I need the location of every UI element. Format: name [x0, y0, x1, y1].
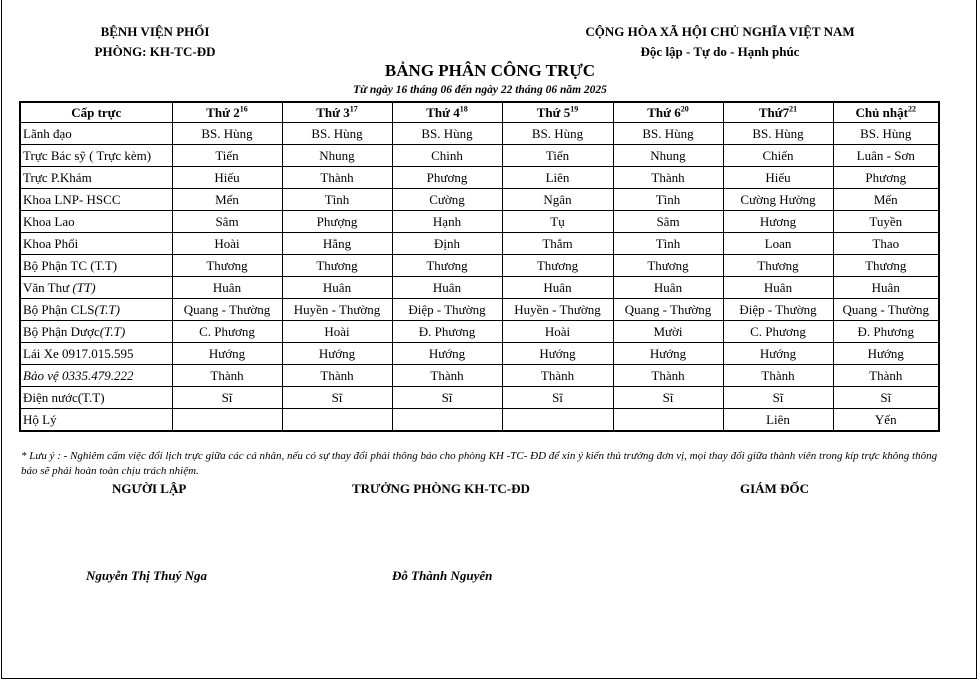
country-name: CỘNG HÒA XÃ HỘI CHỦ NGHĨA VIỆT NAM — [585, 24, 855, 39]
date-range: Từ ngày 16 tháng 06 đến ngày 22 tháng 06 năm 2025 — [353, 84, 607, 96]
table-cell: Mười — [613, 321, 723, 343]
table-cell: BS. Hùng — [172, 123, 282, 145]
table-cell: Thành — [833, 365, 939, 387]
table-cell: Hướng — [282, 343, 392, 365]
table-cell: Hằng — [282, 233, 392, 255]
row-label-note: Bảo vệ 0335.479.222 — [23, 367, 134, 383]
national-header — [560, 22, 880, 62]
table-cell: Chiến — [723, 145, 833, 167]
table-cell: C. Phương — [172, 321, 282, 343]
table-cell: Thành — [282, 365, 392, 387]
table-row — [20, 321, 939, 343]
table-cell: Tình — [613, 233, 723, 255]
table-header-row — [20, 102, 939, 123]
table-cell: Sĩ — [502, 387, 613, 409]
document-title: BẢNG PHÂN CÔNG TRỰC — [384, 61, 596, 80]
row-label-text: Bộ Phận CLS — [23, 301, 95, 317]
table-row — [20, 211, 939, 233]
table-cell: Yến — [833, 409, 939, 432]
row-label — [20, 321, 172, 343]
table-cell: Quang - Thường — [833, 299, 939, 321]
table-cell: Sâm — [172, 211, 282, 233]
table-cell: Huân — [172, 277, 282, 299]
header-day — [613, 102, 723, 123]
table-cell: Thành — [502, 365, 613, 387]
table-cell: Quang - Thường — [613, 299, 723, 321]
note-text: * Lưu ý : - Nghiêm cấm việc đổi lịch trực giữa các cá nhân, nếu có sự thay đổi phải thông báo cho phòng KH -TC- ĐD để xin ý kiến thủ trưởng đơn vị, mọi thay đổi giữa thành viên trong kíp trực không thông báo sẽ phải hoàn toàn chịu trách nhiệm. — [21, 450, 938, 477]
table-cell: Thắm — [502, 233, 613, 255]
table-cell: Tiến — [502, 145, 613, 167]
table-row — [20, 343, 939, 365]
row-label — [20, 365, 172, 387]
table-cell: Sĩ — [613, 387, 723, 409]
department-head-title: TRƯỞNG PHÒNG KH-TC-ĐD — [352, 481, 530, 496]
table-cell: Sĩ — [282, 387, 392, 409]
header-day — [723, 102, 833, 123]
table-cell: Huyền - Thường — [502, 299, 613, 321]
row-label-text: Trực P.Khám — [23, 169, 92, 185]
table-cell: BS. Hùng — [613, 123, 723, 145]
table-cell: Ngân — [502, 189, 613, 211]
table-row — [20, 409, 939, 432]
header-day — [833, 102, 939, 123]
table-cell: Liên — [723, 409, 833, 432]
table-cell: Huân — [723, 277, 833, 299]
table-cell: Định — [392, 233, 502, 255]
table-cell: Hạnh — [392, 211, 502, 233]
table-cell: Thành — [172, 365, 282, 387]
table-cell: C. Phương — [723, 321, 833, 343]
table-cell: Hiếu — [172, 167, 282, 189]
table-cell: Hoài — [502, 321, 613, 343]
table-cell: Huân — [613, 277, 723, 299]
row-label — [20, 233, 172, 255]
table-cell: Mến — [833, 189, 939, 211]
department-name: PHÒNG: KH-TC-ĐD — [94, 44, 216, 59]
day-date: 18 — [459, 104, 468, 114]
day-date: 22 — [907, 104, 916, 114]
table-cell: Thao — [833, 233, 939, 255]
table-cell: Luân - Sơn — [833, 145, 939, 167]
table-cell: Chinh — [392, 145, 502, 167]
day-name: Thứ 6 — [647, 104, 681, 120]
table-cell: Hướng — [392, 343, 502, 365]
day-date: 19 — [570, 104, 579, 114]
table-cell: Sĩ — [392, 387, 502, 409]
table-cell: BS. Hùng — [282, 123, 392, 145]
table-cell: Thành — [723, 365, 833, 387]
table-cell: Tình — [282, 189, 392, 211]
table-cell: Hoài — [282, 321, 392, 343]
day-date: 21 — [789, 104, 798, 114]
table-row — [20, 299, 939, 321]
row-label — [20, 145, 172, 167]
table-cell: Nhung — [282, 145, 392, 167]
table-cell: Cường Hường — [723, 189, 833, 211]
table-cell: Nhung — [613, 145, 723, 167]
table-cell: Loan — [723, 233, 833, 255]
table-cell: Thương — [613, 255, 723, 277]
table-cell: Sĩ — [172, 387, 282, 409]
row-label-text: Khoa Phổi — [23, 235, 79, 251]
table-cell: BS. Hùng — [833, 123, 939, 145]
table-cell: Mến — [172, 189, 282, 211]
table-cell: Hoài — [172, 233, 282, 255]
table-body — [20, 123, 939, 432]
row-label-text: Hộ Lý — [23, 411, 57, 427]
day-name: Thứ7 — [758, 104, 790, 120]
row-label — [20, 167, 172, 189]
row-label — [20, 277, 172, 299]
table-cell: Đ. Phương — [833, 321, 939, 343]
table-cell: Thương — [502, 255, 613, 277]
table-cell: Tình — [613, 189, 723, 211]
row-label-note: (TT) — [72, 279, 96, 295]
row-label-note: (T.T) — [94, 301, 120, 317]
day-name: Thứ 5 — [536, 104, 571, 120]
table-cell: Thành — [613, 365, 723, 387]
table-cell — [392, 409, 502, 432]
table-cell: Đ. Phương — [392, 321, 502, 343]
table-cell: BS. Hùng — [723, 123, 833, 145]
table-row — [20, 233, 939, 255]
row-label — [20, 409, 172, 432]
national-motto: Độc lập - Tự do - Hạnh phúc — [640, 44, 800, 59]
row-label — [20, 123, 172, 145]
hospital-name: BỆNH VIỆN PHỔI — [100, 24, 210, 39]
table-cell: Hướng — [833, 343, 939, 365]
table-cell: Thương — [282, 255, 392, 277]
table-cell: Hương — [723, 211, 833, 233]
table-cell: Sĩ — [723, 387, 833, 409]
table-cell — [282, 409, 392, 432]
table-cell: Phương — [833, 167, 939, 189]
table-cell: Tiến — [172, 145, 282, 167]
table-row — [20, 167, 939, 189]
table-cell — [502, 409, 613, 432]
row-label — [20, 299, 172, 321]
table-cell: Hướng — [723, 343, 833, 365]
row-label-text: Lãnh đạo — [23, 125, 72, 141]
table-cell: Thành — [282, 167, 392, 189]
table-cell: Điệp - Thường — [392, 299, 502, 321]
table-cell: Hướng — [172, 343, 282, 365]
row-label — [20, 211, 172, 233]
table-cell: Sĩ — [833, 387, 939, 409]
day-date: 16 — [239, 104, 248, 114]
row-label-text: Khoa LNP- HSCC — [23, 191, 121, 207]
table-cell: Sâm — [613, 211, 723, 233]
row-label-text: Văn Thư — [23, 279, 73, 295]
table-row — [20, 145, 939, 167]
table-cell: Hiếu — [723, 167, 833, 189]
row-label-text: Bộ Phận TC (T.T) — [23, 257, 118, 273]
table-cell: Quang - Thường — [172, 299, 282, 321]
creator-title: NGƯỜI LẬP — [112, 481, 187, 496]
day-date: 17 — [349, 104, 358, 114]
organization-header — [60, 22, 250, 62]
table-cell: Hướng — [502, 343, 613, 365]
table-cell: Cường — [392, 189, 502, 211]
table-cell: Liên — [502, 167, 613, 189]
row-label — [20, 343, 172, 365]
table-cell: Thương — [172, 255, 282, 277]
row-label-text: Lái Xe 0917.015.595 — [23, 345, 134, 361]
table-cell: Hướng — [613, 343, 723, 365]
header-day — [172, 102, 282, 123]
row-label-text: Điện nước(T.T) — [23, 389, 105, 405]
table-row — [20, 387, 939, 409]
table-cell: Phương — [392, 167, 502, 189]
table-cell: BS. Hùng — [502, 123, 613, 145]
table-cell: Huân — [282, 277, 392, 299]
table-cell: Thương — [833, 255, 939, 277]
row-label-text: Khoa Lao — [23, 213, 75, 229]
table-row — [20, 189, 939, 211]
row-label-note: (T.T) — [99, 323, 126, 339]
table-cell: Tuyền — [833, 211, 939, 233]
table-cell: Thành — [613, 167, 723, 189]
table-cell: Thành — [392, 365, 502, 387]
creator-name: Nguyễn Thị Thuý Nga — [86, 568, 207, 583]
header-day — [282, 102, 392, 123]
row-label — [20, 387, 172, 409]
row-label-text: Bộ Phận Dược — [23, 323, 100, 339]
table-cell: Tụ — [502, 211, 613, 233]
day-date: 20 — [680, 104, 689, 114]
duty-roster-table — [19, 101, 940, 432]
day-name: Chủ nhật — [855, 104, 908, 120]
table-cell: Huân — [833, 277, 939, 299]
header-day — [392, 102, 502, 123]
table-cell: Điệp - Thường — [723, 299, 833, 321]
table-row — [20, 123, 939, 145]
director-title: GIÁM ĐỐC — [740, 481, 809, 496]
table-row — [20, 277, 939, 299]
day-name: Thứ 4 — [426, 104, 460, 120]
day-name: Thứ 2 — [206, 104, 240, 120]
table-cell: Huân — [502, 277, 613, 299]
header-day — [502, 102, 613, 123]
row-label — [20, 255, 172, 277]
row-label — [20, 189, 172, 211]
header-duty-level: Cấp trực — [20, 102, 172, 123]
table-cell: Thương — [723, 255, 833, 277]
table-cell: BS. Hùng — [392, 123, 502, 145]
table-cell — [613, 409, 723, 432]
table-row — [20, 255, 939, 277]
table-cell: Huyền - Thường — [282, 299, 392, 321]
table-cell: Huân — [392, 277, 502, 299]
table-row — [20, 365, 939, 387]
table-cell — [172, 409, 282, 432]
table-cell: Thương — [392, 255, 502, 277]
department-head-name: Đỗ Thành Nguyên — [392, 568, 493, 583]
day-name: Thứ 3 — [316, 104, 350, 120]
table-cell: Phượng — [282, 211, 392, 233]
row-label-text: Trực Bác sỹ ( Trực kèm) — [23, 147, 152, 163]
